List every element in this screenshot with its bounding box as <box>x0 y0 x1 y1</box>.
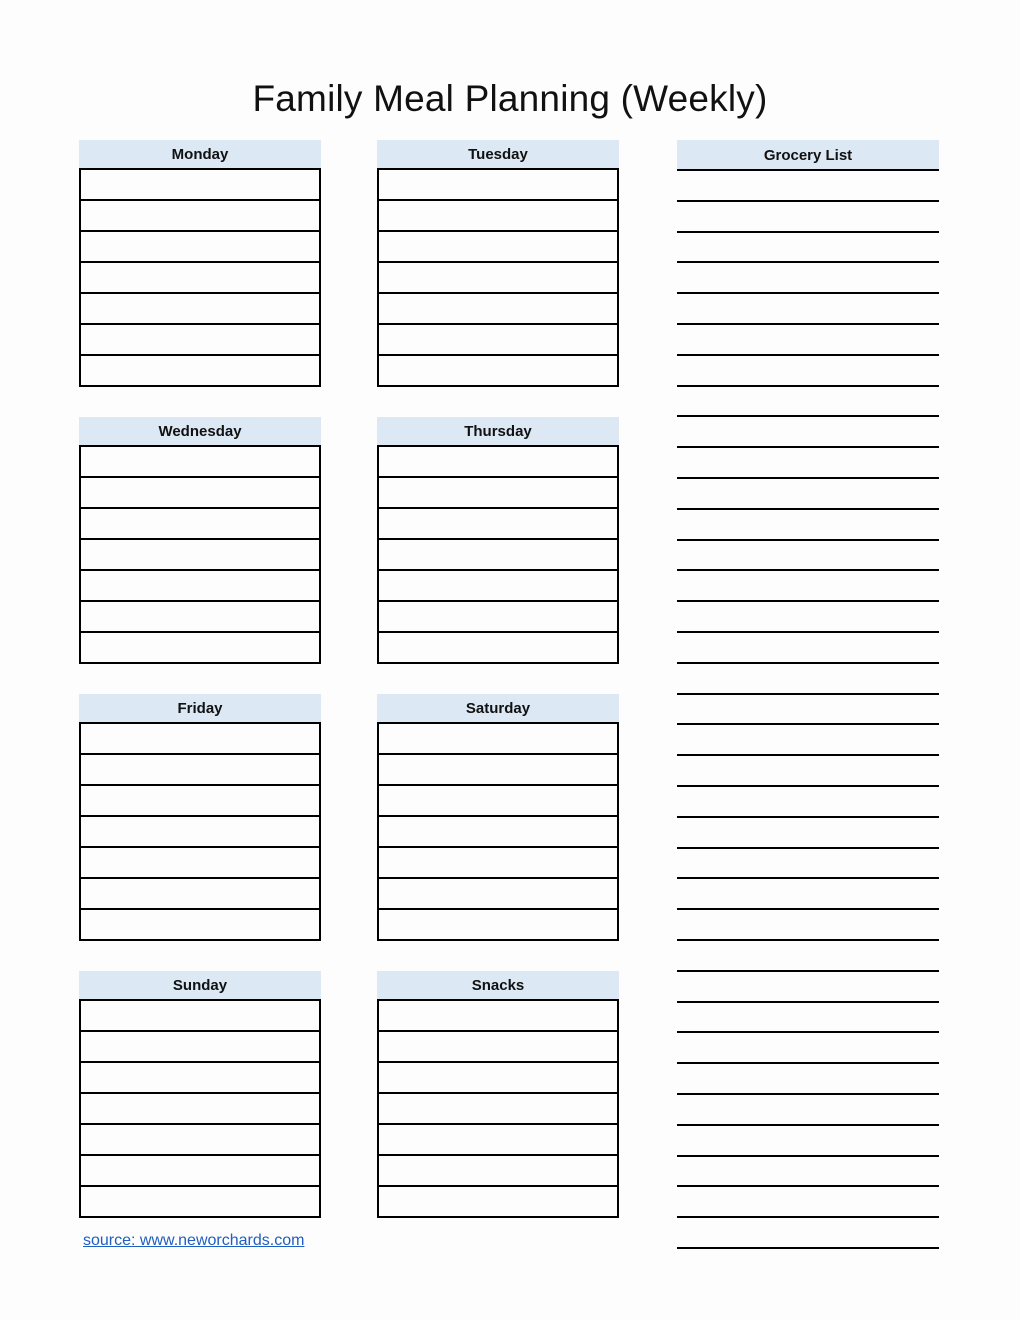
meal-entry-field[interactable] <box>81 817 319 848</box>
day-header-thursday: Thursday <box>377 417 619 447</box>
day-box-thursday <box>377 417 619 664</box>
meal-entry-field[interactable] <box>379 1094 617 1125</box>
day-rows-sunday <box>79 1001 321 1218</box>
grocery-item-line[interactable] <box>677 510 939 541</box>
meal-entry-field[interactable] <box>81 571 319 602</box>
meal-entry-field[interactable] <box>81 540 319 571</box>
day-box-monday <box>79 140 321 387</box>
day-rows-snacks <box>377 1001 619 1218</box>
meal-entry-field[interactable] <box>81 1094 319 1125</box>
day-header-sunday: Sunday <box>79 971 321 1001</box>
meal-entry-field[interactable] <box>379 817 617 848</box>
meal-entry-field[interactable] <box>81 1032 319 1063</box>
grocery-item-line[interactable] <box>677 325 939 356</box>
grocery-item-line[interactable] <box>677 541 939 572</box>
grocery-item-line[interactable] <box>677 633 939 664</box>
day-rows-wednesday <box>79 447 321 664</box>
meal-entry-field[interactable] <box>379 879 617 910</box>
grocery-item-line[interactable] <box>677 356 939 387</box>
grocery-item-line[interactable] <box>677 1187 939 1218</box>
day-box-snacks <box>377 971 619 1218</box>
meal-entry-field[interactable] <box>379 540 617 571</box>
meal-entry-field[interactable] <box>379 509 617 540</box>
meal-entry-field[interactable] <box>379 263 617 294</box>
meal-entry-field[interactable] <box>379 1187 617 1218</box>
meal-entry-field[interactable] <box>81 1187 319 1218</box>
meal-entry-field[interactable] <box>379 447 617 478</box>
grocery-item-line[interactable] <box>677 387 939 418</box>
day-box-friday <box>79 694 321 941</box>
grocery-item-line[interactable] <box>677 448 939 479</box>
grocery-item-line[interactable] <box>677 725 939 756</box>
meal-entry-field[interactable] <box>379 1063 617 1094</box>
meal-entry-field[interactable] <box>379 356 617 387</box>
meal-entry-field[interactable] <box>81 325 319 356</box>
page-title: Family Meal Planning (Weekly) <box>252 78 768 119</box>
meal-entry-field[interactable] <box>379 633 617 664</box>
grocery-item-line[interactable] <box>677 787 939 818</box>
grocery-lines <box>677 171 939 1249</box>
day-header-snacks: Snacks <box>377 971 619 1001</box>
grocery-list <box>677 140 939 1249</box>
grocery-item-line[interactable] <box>677 202 939 233</box>
grocery-item-line[interactable] <box>677 756 939 787</box>
day-box-tuesday <box>377 140 619 387</box>
grocery-item-line[interactable] <box>677 171 939 202</box>
meal-entry-field[interactable] <box>81 447 319 478</box>
grocery-list-header: Grocery List <box>677 140 939 171</box>
meal-entry-field[interactable] <box>379 786 617 817</box>
meal-entry-field[interactable] <box>379 724 617 755</box>
meal-entry-field[interactable] <box>81 786 319 817</box>
meal-entry-field[interactable] <box>379 294 617 325</box>
grocery-item-line[interactable] <box>677 818 939 849</box>
grocery-item-line[interactable] <box>677 1157 939 1188</box>
day-rows-friday <box>79 724 321 941</box>
meal-entry-field[interactable] <box>379 325 617 356</box>
meal-entry-field[interactable] <box>81 602 319 633</box>
grocery-item-line[interactable] <box>677 1126 939 1157</box>
meal-entry-field[interactable] <box>379 755 617 786</box>
meal-entry-field[interactable] <box>81 633 319 664</box>
meal-entry-field[interactable] <box>81 509 319 540</box>
meal-entry-field[interactable] <box>81 201 319 232</box>
meal-entry-field[interactable] <box>81 1063 319 1094</box>
meal-entry-field[interactable] <box>81 910 319 941</box>
meal-entry-field[interactable] <box>81 170 319 201</box>
meal-entry-field[interactable] <box>81 1125 319 1156</box>
grocery-item-line[interactable] <box>677 879 939 910</box>
meal-entry-field[interactable] <box>379 1156 617 1187</box>
meal-entry-field[interactable] <box>379 1125 617 1156</box>
grocery-item-line[interactable] <box>677 233 939 264</box>
grocery-item-line[interactable] <box>677 263 939 294</box>
grocery-item-line[interactable] <box>677 664 939 695</box>
grocery-item-line[interactable] <box>677 849 939 880</box>
source-link[interactable]: source: www.neworchards.com <box>83 1232 305 1249</box>
day-header-wednesday: Wednesday <box>79 417 321 447</box>
grocery-item-line[interactable] <box>677 479 939 510</box>
day-header-friday: Friday <box>79 694 321 724</box>
grocery-item-line[interactable] <box>677 972 939 1003</box>
meal-entry-field[interactable] <box>81 724 319 755</box>
meal-entry-field[interactable] <box>81 848 319 879</box>
grocery-item-line[interactable] <box>677 1033 939 1064</box>
grocery-item-line[interactable] <box>677 1003 939 1034</box>
day-box-wednesday <box>79 417 321 664</box>
grocery-item-line[interactable] <box>677 417 939 448</box>
meal-entry-field[interactable] <box>379 1032 617 1063</box>
grocery-item-line[interactable] <box>677 1064 939 1095</box>
grocery-item-line[interactable] <box>677 294 939 325</box>
day-rows-thursday <box>377 447 619 664</box>
meal-entry-field[interactable] <box>81 478 319 509</box>
grocery-item-line[interactable] <box>677 602 939 633</box>
meal-entry-field[interactable] <box>81 1156 319 1187</box>
meal-entry-field[interactable] <box>81 263 319 294</box>
meal-entry-field[interactable] <box>379 1001 617 1032</box>
day-rows-tuesday <box>377 170 619 387</box>
meal-entry-field[interactable] <box>81 294 319 325</box>
day-box-saturday <box>377 694 619 941</box>
day-header-saturday: Saturday <box>377 694 619 724</box>
grocery-item-line[interactable] <box>677 941 939 972</box>
meal-entry-field[interactable] <box>379 201 617 232</box>
day-header-monday: Monday <box>79 140 321 170</box>
grocery-item-line[interactable] <box>677 1218 939 1249</box>
meal-entry-field[interactable] <box>379 232 617 263</box>
meal-entry-field[interactable] <box>81 755 319 786</box>
meal-entry-field[interactable] <box>379 602 617 633</box>
day-rows-saturday <box>377 724 619 941</box>
meal-entry-field[interactable] <box>81 879 319 910</box>
meal-entry-field[interactable] <box>379 910 617 941</box>
meal-entry-field[interactable] <box>81 1001 319 1032</box>
grocery-item-line[interactable] <box>677 1095 939 1126</box>
meal-entry-field[interactable] <box>379 478 617 509</box>
meal-entry-field[interactable] <box>81 232 319 263</box>
meal-entry-field[interactable] <box>379 571 617 602</box>
meal-entry-field[interactable] <box>81 356 319 387</box>
day-rows-monday <box>79 170 321 387</box>
meal-entry-field[interactable] <box>379 848 617 879</box>
meal-entry-field[interactable] <box>379 170 617 201</box>
day-header-tuesday: Tuesday <box>377 140 619 170</box>
grocery-item-line[interactable] <box>677 910 939 941</box>
grocery-item-line[interactable] <box>677 571 939 602</box>
day-box-sunday <box>79 971 321 1218</box>
grocery-item-line[interactable] <box>677 695 939 726</box>
